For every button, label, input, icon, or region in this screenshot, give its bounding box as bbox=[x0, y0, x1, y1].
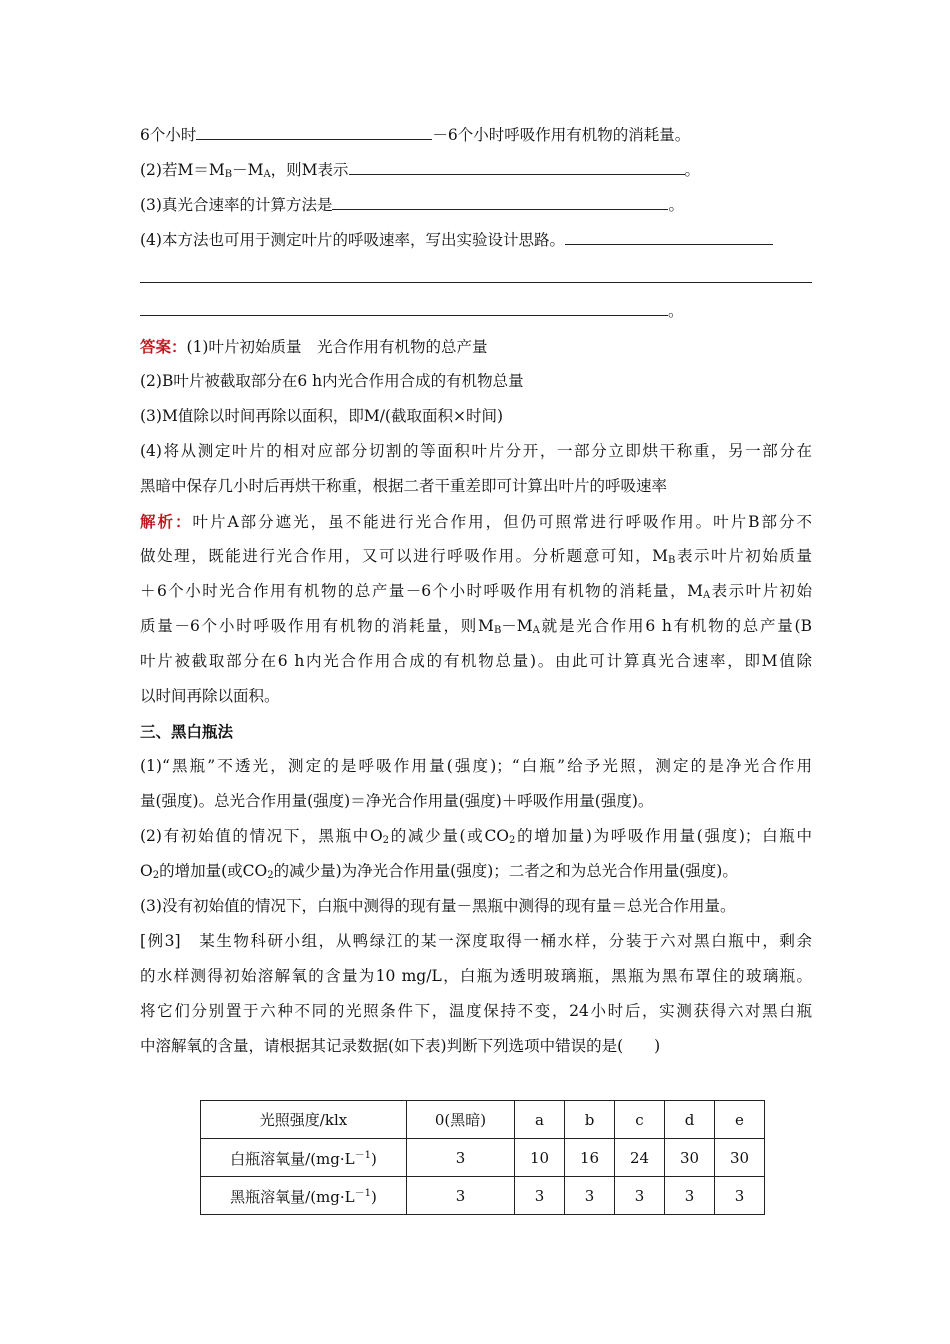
question-line-3: (3)真光合速率的计算方法是 。 bbox=[140, 188, 812, 223]
analysis-line-2: 做处理，既能进行光合作用，又可以进行呼吸作用。分析题意可知，$M_B$表示叶片初始质量 bbox=[140, 547, 812, 566]
answer-blank[interactable] bbox=[140, 297, 668, 316]
table-header-cell: a bbox=[515, 1101, 565, 1139]
table-cell: 3 bbox=[615, 1177, 665, 1215]
table-header-cell: e bbox=[715, 1101, 765, 1139]
table-cell: 24 bbox=[615, 1139, 665, 1177]
analysis-label: 解析： bbox=[140, 512, 193, 531]
table-row bbox=[201, 1139, 765, 1177]
answer-line-4: (4)将从测定叶片的相对应部分切割的等面积叶片分开，一部分立即烘干称重，另一部分在 bbox=[140, 442, 812, 460]
table-header-row bbox=[201, 1101, 765, 1139]
question-line-1: 6个小时 －6个小时呼吸作用有机物的消耗量。 bbox=[140, 118, 812, 153]
section-line-2: 量(强度)。总光合作用量(强度)＝净光合作用量(强度)＋呼吸作用量(强度)。 bbox=[140, 792, 654, 810]
answer-blank[interactable] bbox=[349, 156, 685, 175]
answer-line-2: (2)B叶片被截取部分在6 h内光合作用合成的有机物总量 bbox=[140, 372, 524, 390]
table-cell: 3 bbox=[407, 1139, 515, 1177]
section-line-1: (1)“黑瓶”不透光，测定的是呼吸作用量(强度)；“白瓶”给予光照，测定的是净光合作用 bbox=[140, 757, 812, 775]
table-header-cell: c bbox=[615, 1101, 665, 1139]
answer-line-3: (3)M值除以时间再除以面积，即M/(截取面积×时间) bbox=[140, 407, 504, 425]
example-line-2: 的水样测得初始溶解氧的含量为10 mg/L，白瓶为透明玻璃瓶，黑瓶为黑布罩住的玻璃瓶。 bbox=[140, 967, 812, 985]
answer-blank[interactable] bbox=[565, 226, 773, 245]
analysis-line-6: 以时间再除以面积。 bbox=[140, 687, 280, 705]
answer-blank[interactable] bbox=[332, 191, 668, 210]
question-line-4: (4)本方法也可用于测定叶片的呼吸速率，写出实验设计思路。 bbox=[140, 223, 812, 258]
table-cell: 30 bbox=[665, 1139, 715, 1177]
table-row-label: 黑瓶溶氧量$/(mg\cdot L^{-1})$ bbox=[201, 1177, 407, 1215]
data-table bbox=[200, 1100, 765, 1215]
analysis-line-3: ＋6个小时光合作用有机物的总产量－6个小时呼吸作用有机物的消耗量，$M_A$表示叶片初始 bbox=[140, 582, 812, 601]
table-header-cell: b bbox=[565, 1101, 615, 1139]
document-page bbox=[140, 118, 812, 1206]
section-heading: 三、黑白瓶法 bbox=[140, 722, 234, 741]
analysis-line-5: 叶片被截取部分在6 h内光合作用合成的有机物总量)。由此可计算真光合速率，即M值除 bbox=[140, 652, 812, 670]
analysis-line-1: 解析：叶片A部分遮光，虽不能进行光合作用，但仍可照常进行呼吸作用。叶片B部分不 bbox=[140, 512, 812, 531]
question-line-6: 。 bbox=[140, 294, 812, 329]
table-cell: 16 bbox=[565, 1139, 615, 1177]
table-cell: 3 bbox=[515, 1177, 565, 1215]
section-line-3: (2)有初始值的情况下，黑瓶中$O_2$的减少量(或$CO_2$的增加量)为呼吸作用量(强度)；白瓶中 bbox=[140, 827, 812, 846]
answer-rule-full[interactable] bbox=[140, 258, 812, 283]
table-cell: 10 bbox=[515, 1139, 565, 1177]
table-cell: 3 bbox=[715, 1177, 765, 1215]
analysis-line-4: 质量－6个小时呼吸作用有机物的消耗量，则$M_B-M_A$就是光合作用6 h有机物的总产量(B bbox=[140, 617, 812, 636]
table-cell: 3 bbox=[565, 1177, 615, 1215]
answer-blank[interactable] bbox=[196, 121, 432, 140]
section-line-5: (3)没有初始值的情况下，白瓶中测得的现有量－黑瓶中测得的现有量＝总光合作用量。 bbox=[140, 897, 736, 915]
table-row bbox=[201, 1177, 765, 1215]
question-line-2: (2)若$M=M_B-M_A$，则M表示 。 bbox=[140, 153, 812, 188]
example-line-4: 中溶解氧的含量，请根据其记录数据(如下表)判断下列选项中错误的是( ) bbox=[140, 1037, 661, 1055]
table-cell: 3 bbox=[407, 1177, 515, 1215]
table-header-cell: 0(黑暗) bbox=[407, 1101, 515, 1139]
table-cell: 30 bbox=[715, 1139, 765, 1177]
answer-line-5: 黑暗中保存几小时后再烘干称重，根据二者干重差即可计算出叶片的呼吸速率 bbox=[140, 477, 668, 495]
table-row-label: 白瓶溶氧量$/(mg\cdot L^{-1})$ bbox=[201, 1139, 407, 1177]
table-header-cell: d bbox=[665, 1101, 715, 1139]
example-line-3: 将它们分别置于六种不同的光照条件下，温度保持不变，24小时后，实测获得六对黑白瓶 bbox=[140, 1002, 812, 1020]
section-line-4: $O_2$的增加量(或$CO_2$的减少量)为净光合作用量(强度)；二者之和为总光合作用量(强度)。 bbox=[140, 862, 738, 881]
table-header-cell: 光照强度/klx bbox=[201, 1101, 407, 1139]
example-line-1: [例3] 某生物科研小组，从鸭绿江的某一深度取得一桶水样，分装于六对黑白瓶中，剩余 bbox=[140, 932, 812, 950]
table-cell: 3 bbox=[665, 1177, 715, 1215]
answer-line-1: 答案：(1)叶片初始质量 光合作用有机物的总产量 bbox=[140, 337, 488, 356]
answer-label: 答案： bbox=[140, 337, 187, 356]
